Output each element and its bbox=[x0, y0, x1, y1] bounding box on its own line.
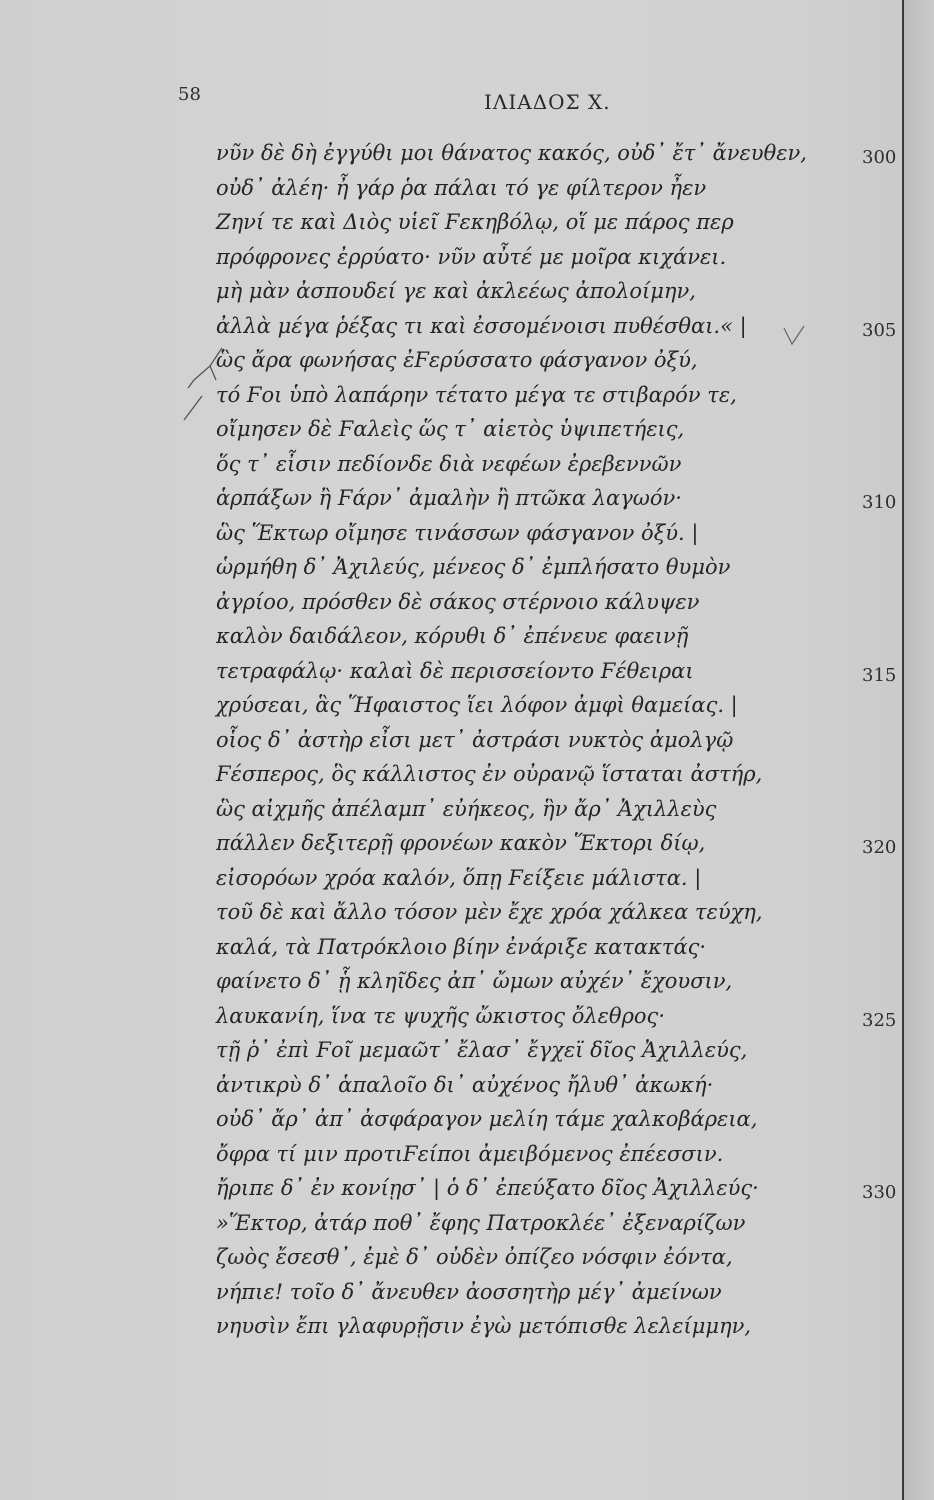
line-number: 320 bbox=[862, 837, 897, 858]
line-number: 325 bbox=[862, 1009, 897, 1031]
page-number: 58 bbox=[178, 84, 201, 105]
verse-line: εἰσορόων χρόα καλόν, ὅπῃ Ϝείξειε μάλιστα. | bbox=[216, 865, 702, 890]
verse-line: τοῦ δὲ καὶ ἄλλο τόσον μὲν ἔχε χρόα χάλκεα τεύχη, bbox=[216, 900, 763, 924]
verse-line: νῦν δὲ δὴ ἐγγύθι μοι θάνατος κακός, οὐδ᾽ ἔτ᾽ ἄνευθεν, bbox=[216, 141, 807, 165]
verse-line: ἁρπάξων ἢ Ϝάρν᾽ ἀμαλὴν ἢ πτῶκα λαγωόν· bbox=[216, 486, 682, 510]
verse-line: οὐδ᾽ ἀλέη· ἦ γάρ ῥα πάλαι τό γε φίλτερον ἦεν bbox=[216, 175, 707, 200]
verse-line: οἴμησεν δὲ Ϝαλεὶς ὥς τ᾽ αἰετὸς ὑψιπετήεις, bbox=[216, 417, 685, 441]
line-number: 310 bbox=[862, 492, 897, 513]
verse-line: ἀγρίοο, πρόσθεν δὲ σάκος στέρνοιο κάλυψεν bbox=[216, 589, 700, 614]
verse-line: λαυκανίη, ἵνα τε ψυχῆς ὤκιστος ὄλεθρος· bbox=[216, 1003, 665, 1028]
verse-line: πάλλεν δεξιτερῇ φρονέων κακὸν Ἕκτορι δίῳ, bbox=[216, 831, 706, 855]
verse-line: πρόφρονες ἐρρύατο· νῦν αὖτέ με μοῖρα κιχάνει. bbox=[216, 244, 727, 269]
verse-line: ὡρμήθη δ᾽ Ἀχιλεύς, μένεος δ᾽ ἐμπλήσατο θυμὸν bbox=[216, 555, 731, 579]
verse-line: ἀλλὰ μέγα ῥέξας τι καὶ ἐσσομένοισι πυθέσθαι.« | bbox=[216, 313, 747, 338]
verse-line: ὣς ἄρα φωνήσας ἐϜερύσσατο φάσγανον ὀξύ, bbox=[216, 348, 698, 372]
verse-line: φαίνετο δ᾽ ᾗ κληῖδες ἀπ᾽ ὤμων αὐχέν᾽ ἔχουσιν, bbox=[216, 969, 733, 993]
pencil-mark-right bbox=[780, 322, 810, 352]
verse-line: ζωὸς ἔσεσθ᾽, ἐμὲ δ᾽ οὐδὲν ὀπίζεο νόσφιν ἐόντα, bbox=[216, 1245, 733, 1269]
verse-line: τῇ ῥ᾽ ἐπὶ Ϝοῖ μεμαῶτ᾽ ἔλασ᾽ ἔγχεϊ δῖος Ἀχιλλεύς, bbox=[216, 1038, 748, 1062]
running-title: ΙΛΙΑΔΟΣ Χ. bbox=[484, 90, 611, 114]
verse-line: ἀντικρὺ δ᾽ ἁπαλοῖο δι᾽ αὐχένος ἤλυθ᾽ ἀκωκή· bbox=[216, 1072, 714, 1097]
verse-line: ὅς τ᾽ εἶσιν πεδίονδε διὰ νεφέων ἐρεβεννῶν bbox=[216, 451, 682, 476]
verse-line: νηυσὶν ἔπι γλαφυρῇσιν ἐγὼ μετόπισθε λελείμμην, bbox=[216, 1314, 752, 1338]
line-number: 315 bbox=[862, 664, 897, 686]
verse-line: τετραφάλῳ· καλαὶ δὲ περισσείοντο Ϝέθειραι bbox=[216, 658, 694, 683]
verse-line: »Ἕκτορ, ἀτάρ ποθ᾽ ἔφης Πατροκλέε᾽ ἐξεναρίζων bbox=[216, 1210, 746, 1235]
verse-line: τό Ϝοι ὑπὸ λαπάρην τέτατο μέγα τε στιβαρόν τε, bbox=[216, 382, 737, 407]
verse-line: μὴ μὰν ἀσπουδεί γε καὶ ἀκλεέως ἀπολοίμην, bbox=[216, 279, 696, 303]
line-number: 300 bbox=[862, 147, 897, 168]
line-number: 305 bbox=[862, 319, 897, 341]
verse-line: ὄφρα τί μιν προτιϜείποι ἀμειβόμενος ἐπέεσσιν. bbox=[216, 1141, 724, 1166]
verse-line: ἤριπε δ᾽ ἐν κονίῃσ᾽ | ὁ δ᾽ ἐπεύξατο δῖος Ἀχιλλεύς· bbox=[216, 1176, 759, 1200]
verse-line: Ζηνί τε καὶ Διὸς υἱεῖ Ϝεκηβόλῳ, οἵ με πάρος περ bbox=[216, 210, 734, 234]
verse-line: ὣς Ἕκτωρ οἴμησε τινάσσων φάσγανον ὀξύ. | bbox=[216, 520, 699, 545]
verse-line: χρύσεαι, ἃς Ἥφαιστος ἵει λόφον ἀμφὶ θαμείας. | bbox=[216, 693, 738, 717]
line-number: 330 bbox=[862, 1182, 897, 1203]
verse-line: καλά, τὰ Πατρόκλοιο βίην ἐνάριξε κατακτάς· bbox=[216, 934, 707, 959]
verse-line: καλὸν δαιδάλεον, κόρυθι δ᾽ ἐπένευε φαεινῇ bbox=[216, 624, 689, 648]
verse-line: Ϝέσπερος, ὃς κάλλιστος ἐν οὐρανῷ ἵσταται ἀστήρ, bbox=[216, 762, 763, 786]
page-edge-shade bbox=[904, 0, 934, 1500]
verse-line: νήπιε! τοῖο δ᾽ ἄνευθεν ἀοσσητὴρ μέγ᾽ ἀμείνων bbox=[216, 1279, 722, 1304]
verse-line: οὐδ᾽ ἄρ᾽ ἀπ᾽ ἀσφάραγον μελίη τάμε χαλκοβάρεια, bbox=[216, 1107, 758, 1131]
verse-line: ὣς αἰχμῆς ἀπέλαμπ᾽ εὐήκεος, ἣν ἄρ᾽ Ἀχιλλεὺς bbox=[216, 796, 717, 821]
verse-line: οἷος δ᾽ ἀστὴρ εἶσι μετ᾽ ἀστράσι νυκτὸς ἀμολγῷ bbox=[216, 727, 734, 752]
